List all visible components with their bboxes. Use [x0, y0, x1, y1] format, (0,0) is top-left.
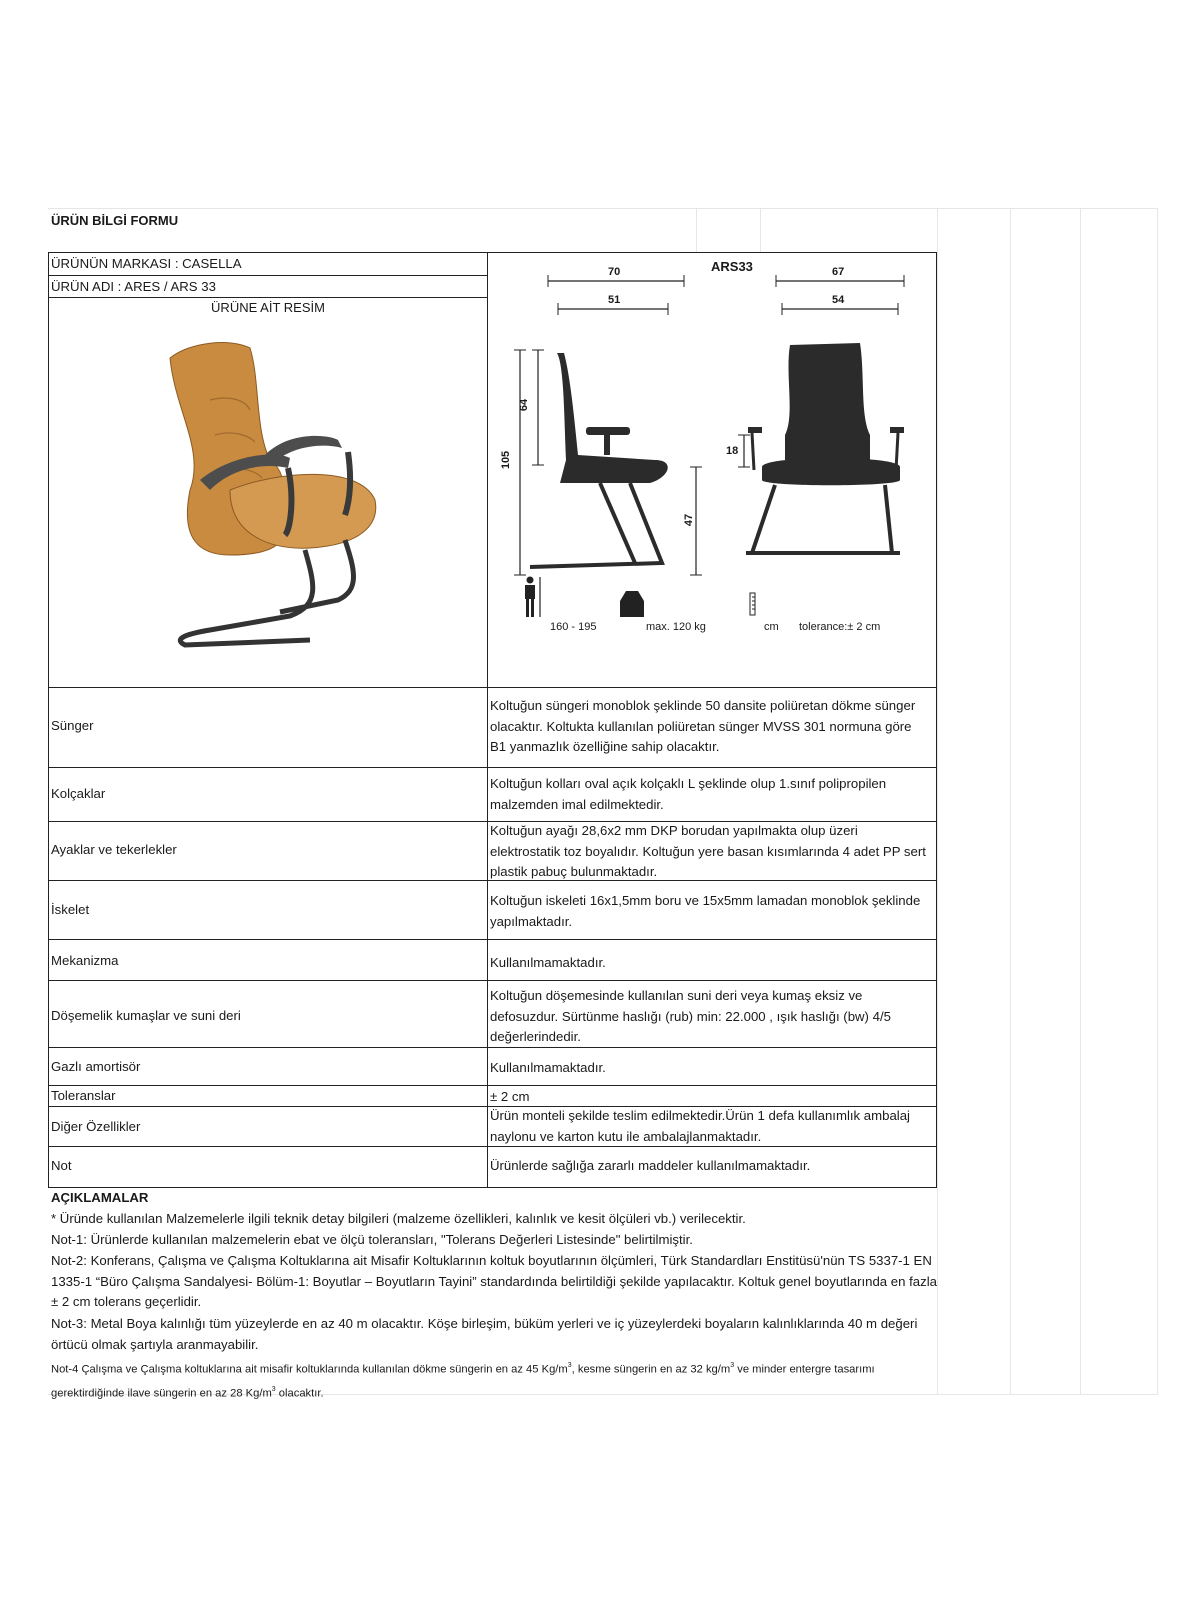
dim-front-inner: 54	[832, 294, 845, 306]
table-row-value: Koltuğun süngeri monoblok şeklinde 50 dansite poliüretan dökme sünger olacaktır. Koltukta kullanılan poliüretan sünger MVSS 301 normuna göre B1 yanmazlık özelliğine sahip olacaktır.	[490, 698, 916, 754]
dim-side-outer: 70	[608, 266, 621, 278]
table-row-label: Kolçaklar	[51, 786, 106, 801]
sheet-grid	[760, 208, 761, 252]
sheet-grid	[1010, 208, 1011, 1394]
tolerance-label: tolerance:± 2 cm	[799, 621, 881, 633]
note-1: Not-1: Ürünlerde kullanılan malzemelerin ebat ve ölçü toleransları, "Tolerans Değerleri Listesinde" belirtilmiştir.	[51, 1232, 693, 1247]
brand-label: ÜRÜNÜN MARKASI : CASELLA	[51, 256, 242, 271]
notes-heading: AÇIKLAMALAR	[51, 1190, 149, 1205]
row-divider	[48, 980, 937, 981]
dim-back-height: 64	[518, 398, 531, 412]
table-row-label: Ayaklar ve tekerlekler	[51, 842, 177, 857]
table-row-value: ± 2 cm	[490, 1089, 530, 1104]
dim-front-outer: 67	[832, 266, 845, 278]
table-row-value: Koltuğun ayağı 28,6x2 mm DKP borudan yapılmakta olup üzeri elektrostatik toz boyalıdır. Koltuğun yere basan kısımlarında 4 adet PP sert plastik pabuç bulunmaktadır.	[490, 823, 926, 879]
note-2: Not-2: Konferans, Çalışma ve Çalışma Koltuklarına ait Misafir Koltuklarının koltuk boyutlarının ölçümleri, Türk Standardları Enstitüsü'nün TS 5337-1 EN 1335-1 “Büro Çalışma Sandalyesi- Bölüm-1: Boyutlar – Boyutların Tayini” standardında belirtildiği şekilde yapılacaktır. Koltuk genel boyutlarında en fazla ± 2 cm tolerans geçerlidir.	[51, 1253, 937, 1309]
model-code: ARS33	[711, 259, 753, 274]
dim-side-inner: 51	[608, 294, 621, 306]
table-row-label: İskelet	[51, 902, 90, 917]
unit-label: cm	[764, 621, 779, 633]
table-row-value: Kullanılmamaktadır.	[490, 1060, 606, 1075]
weight-badge: kg	[627, 623, 636, 632]
sheet-grid	[1080, 208, 1081, 1394]
table-row-label: Gazlı amortisör	[51, 1059, 141, 1074]
note-4-part: ve minder entergre tasarımı gerektirdiğinde ilave süngerin en az 28 Kg/m	[51, 1363, 875, 1400]
row-divider	[48, 275, 488, 276]
dim-seat-height: 47	[683, 513, 696, 527]
note-4	[51, 1356, 941, 1404]
note-4-part: olacaktır.	[275, 1387, 324, 1400]
product-name: ÜRÜN ADI : ARES / ARS 33	[51, 279, 216, 294]
note-0: * Üründe kullanılan Malzemelerle ilgili teknik detay bilgileri (malzeme özellikleri, kalınlık ve kesit ölçüleri vb.) verilecektir.	[51, 1211, 746, 1226]
chair-photo	[170, 340, 410, 660]
table-row-label: Not	[51, 1158, 72, 1173]
picture-label: ÜRÜNE AİT RESİM	[211, 300, 325, 315]
table-row-label: Sünger	[51, 718, 94, 733]
weight-limit: max. 120 kg	[646, 621, 706, 633]
sheet-grid	[48, 208, 1158, 209]
table-row-value: Kullanılmamaktadır.	[490, 955, 606, 970]
row-divider	[48, 1085, 937, 1086]
sheet-grid	[696, 208, 697, 252]
note-3: Not-3: Metal Boya kalınlığı tüm yüzeylerde en az 40 m olacaktır. Köşe birleşim, büküm yerleri ve iç yüzeylerdeki boyaların kalınlıklarında 40 m değeri örtücü olmak şartıyla aranmayabilir.	[51, 1316, 918, 1352]
row-divider	[48, 767, 937, 768]
row-divider	[48, 939, 937, 940]
form-title: ÜRÜN BİLGİ FORMU	[51, 213, 179, 228]
sheet-grid	[1157, 208, 1158, 1394]
table-row-label: Mekanizma	[51, 953, 119, 968]
table-row-value: Ürünlerde sağlığa zararlı maddeler kullanılmamaktadır.	[490, 1158, 811, 1173]
superscript: 3	[567, 1362, 572, 1369]
table-row-label: Toleranslar	[51, 1088, 116, 1103]
table-row-value: Koltuğun kolları oval açık kolçaklı L şeklinde olup 1.sınıf polipropilen malzemden imal edilmektedir.	[490, 776, 887, 812]
dim-arm-height: 18	[726, 445, 739, 457]
person-range: 160 - 195	[550, 621, 597, 633]
table-row-value: Ürün monteli şekilde teslim edilmektedir.Ürün 1 defa kullanımlık ambalaj naylonu ve karton kutu ile ambalajlanmaktadır.	[490, 1108, 910, 1144]
dim-total-height: 105	[500, 450, 513, 470]
superscript: 3	[730, 1362, 735, 1369]
table-row-label: Döşemelik kumaşlar ve suni deri	[51, 1008, 241, 1023]
table-row-label: Diğer Özellikler	[51, 1119, 141, 1134]
table-row-value: Koltuğun iskeleti 16x1,5mm boru ve 15x5mm lamadan monoblok şeklinde yapılmaktadır.	[490, 893, 921, 929]
table-row-value: Koltuğun döşemesinde kullanılan suni deri veya kumaş eksiz ve defosuzdur. Sürtünme haslığı (rub) min: 22.000 , ışık haslığı (bw) 4/5 değerlerindedir.	[490, 988, 891, 1044]
row-divider	[48, 687, 937, 688]
superscript: 3	[271, 1385, 276, 1393]
note-4-part: Not-4 Çalışma ve Çalışma koltuklarına ait misafir koltuklarında kullanılan dökme süngerin en az 45 Kg/m	[51, 1363, 568, 1376]
note-4-part: , kesme süngerin en az 32 kg/m	[571, 1363, 731, 1376]
